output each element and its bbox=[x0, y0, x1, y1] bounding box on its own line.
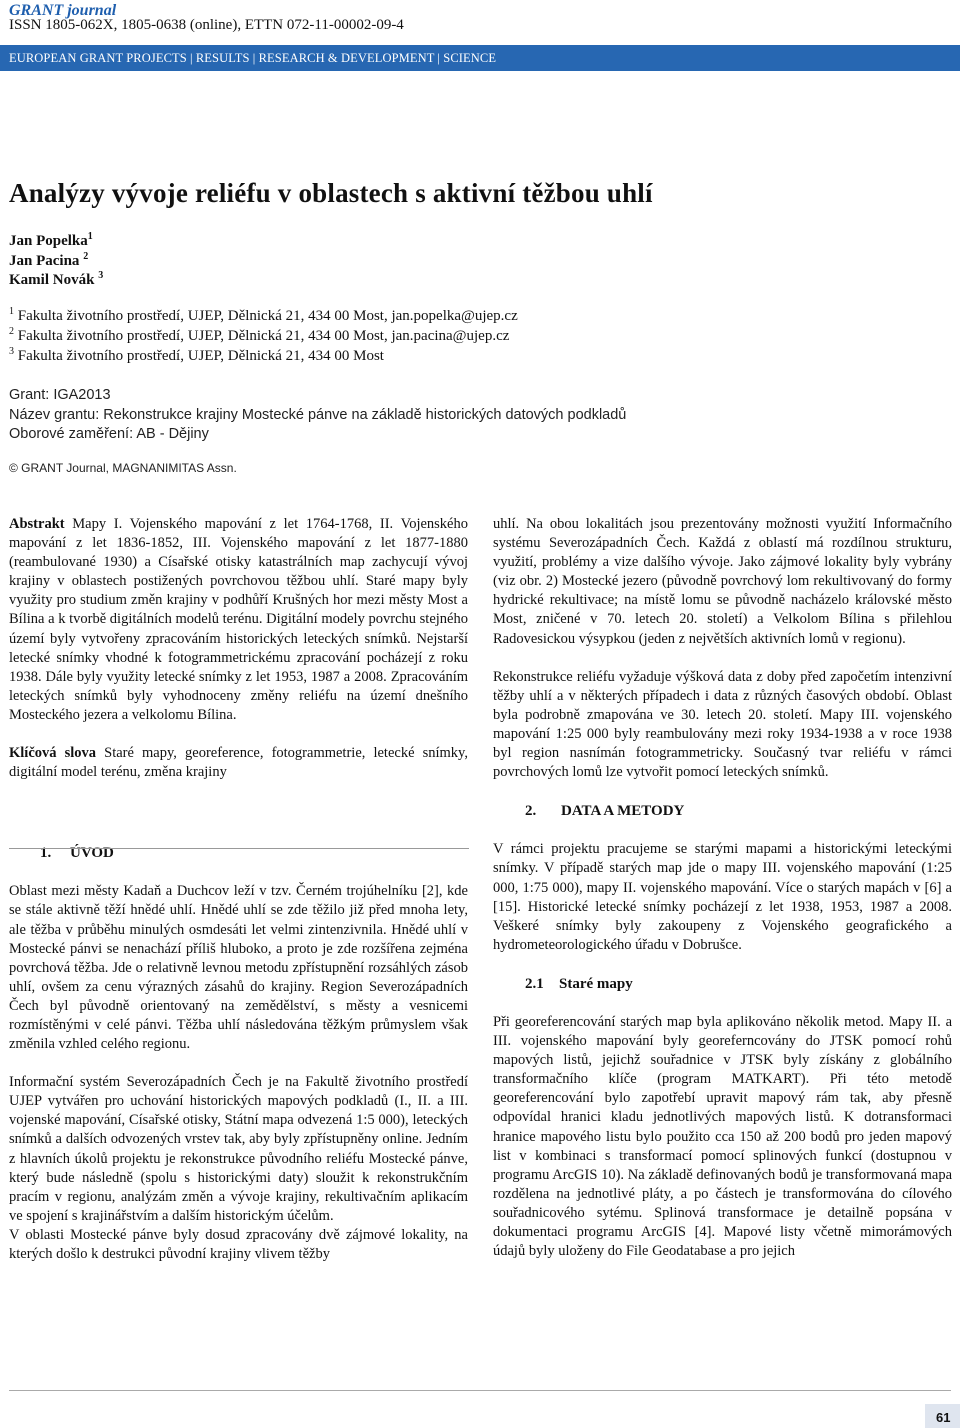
affiliation: $^1$ Fakulta životního prostředí, UJEP, Dělnická 21, 434 00 Most, jan.popelka@ujep.cz bbox=[9, 306, 518, 324]
author-list bbox=[9, 232, 103, 291]
left-column bbox=[9, 515, 468, 1264]
page-number: 61 bbox=[936, 1410, 951, 1425]
grant-id: Grant: IGA2013 bbox=[9, 387, 111, 403]
paragraph: uhlí. Na obou lokalitách jsou prezentovány možnosti využití Informačního systému Severozápadních Čech. Každá z oblastí má rozdílnou strukturu, využití, problémy a vize dalšího vývoje. Jako zájmové lokality byly vybrány (viz obr. 2) Mostecké jezero (původně povrchový lom rekultivovaný do formy hydrické rekultivace; na místě lomu se původně nacházelo královské město Most, zničené v 70. letech 20. století) a Velkolom Bílina s přilehlou Radovesickou výsypkou (jeden z největších aktivních lomů v regionu). bbox=[493, 516, 952, 647]
section-heading-uvod: 1. ÚVOD bbox=[40, 845, 114, 862]
paper-title: Analýzy vývoje reliéfu v oblastech s aktivní těžbou uhlí bbox=[9, 178, 653, 208]
grant-field: Oborové zaměření: AB - Dějiny bbox=[9, 426, 209, 442]
right-column bbox=[493, 515, 952, 1261]
author: Jan Pacina $^2$ bbox=[9, 250, 89, 269]
journal-banner: EUROPEAN GRANT PROJECTS | RESULTS | RESEARCH & DEVELOPMENT | SCIENCE bbox=[0, 45, 960, 71]
subsection-heading-stare-mapy: 2.1 Staré mapy bbox=[525, 975, 633, 992]
grant-name: Název grantu: Rekonstrukce krajiny Mostecké pánve na základě historických datových podkladů bbox=[9, 406, 627, 423]
abstract-label: Abstrakt bbox=[9, 516, 65, 532]
paragraph: Rekonstrukce reliéfu vyžaduje výšková data z doby před započetím intenzivní těžby uhlí a v některých případech i data z různých časových období. Oblast byla podrobně zmapována ve 30. letech 20. století. Mapy III. vojenského mapování 1:25 000 byly reambulovány mezi roky 1934-1938 a v roce 1938 byl region nasnímán fotogrammetricky. Současný tvar reliéfu v rámci povrchových lomů lze vytvořit pomocí leteckých snímků. bbox=[493, 668, 952, 781]
copyright-notice: © GRANT Journal, MAGNANIMITAS Assn. bbox=[9, 461, 237, 475]
affiliation: $^3$ Fakulta životního prostředí, UJEP, Dělnická 21, 434 00 Most bbox=[9, 346, 384, 364]
keywords: Klíčová slova Staré mapy, georeference, fotogrammetrie, letecké snímky, digitální model terénu, změna krajiny bbox=[9, 745, 468, 781]
paragraph: Informační systém Severozápadních Čech je na Fakultě životního prostředí UJEP vytvářen pro uchování historických mapových podkladů (I., II. a III. vojenské mapování, Císařské otisky, Státní mapa odvezená 1:5 000), leteckých snímků a dalších odvozených vrstev tak, aby byly zpřístupněny online. Jedním z hlavních úkolů projektu je rekonstrukce původního reliéfu Mostecké pánve, který bude následně (spolu s historickými daty) sloužit k rekonstrukčním pracím v regionu, analýzám změn a vývoje krajiny, rekultivačním aplikacím ve spojení s krajinářstvím a dalším historickým účelům. bbox=[9, 1074, 468, 1224]
column-divider bbox=[9, 848, 469, 849]
paragraph: Při georeferencování starých map byla aplikováno několik metod. Mapy II. a III. vojenského mapování byly georeferncovány do JTSK pomocí rohů mapových listů, jejichž souřadnice v JTSK byly získány z globálního transformačního klíče (program MATKART). Při této metodě georeferencování bylo zapotřebí upravit mapový rám tak, aby přesně odpovídal hranici kladu jednotlivých mapových listů. K dotransformaci hranice mapového listu bylo použito cca 150 až 200 bodů pro jeden mapový list v kombinaci s transformací pomocí splinových funkcí (dostupnou v programu ArcGIS 10). Na základě definovaných bodů je transformovaná mapa rozdělena na jednotlivé pláty, a po částech je transformována do cílového souřadnicového sytému. Splinová transformace je detailně popsána v dokumentaci programu ArcGIS [4]. Mapové listy včetně mimorámových údajů byly uloženy do File Geodatabase a pro jejich bbox=[493, 1013, 952, 1260]
abstract: Abstrakt Mapy I. Vojenského mapování z let 1764-1768, II. Vojenského mapování z let 1836-1852, III. Vojenského mapování z let 1877-1880 (reambulované 1930) a Císařské otisky katastrálních map zachycují vývoj krajiny v oblastech postižených povrchovou těžbou uhlí. Staré mapy byly využity pro studium změn krajiny v podhůří Krušných hor mezi městy Most a Bílina a k tvorbě digitálních modelů terénu. Digitální modely povrchu stejného území byly vytvořeny zpracováním historických leteckých snímků. Nejstarší letecké snímky vhodné k fotogrammetrickému zpracování pocházejí z roku 1938. Dále byly využity letecké snímky z let 1953, 1987 a 2008. Zpracováním leteckých snímků byly vyhodnoceny změny reliéfu na území dnešního Mosteckého jezera a velkolomu Bílina. bbox=[9, 516, 468, 723]
journal-name: GRANT journal bbox=[9, 2, 117, 19]
author: Jan Popelka$^1$ bbox=[9, 231, 93, 249]
author: Kamil Novák $^3$ bbox=[9, 270, 104, 288]
paragraph: V rámci projektu pracujeme se starými mapami a historickými leteckými snímky. V případě starých map jde o mapy III. vojenského mapování (1:25 000, 1:75 000), mapy II. vojenského mapování. Více o starých mapách v [6] a [15]. Historické letecké snímky pocházejí z let 1938, 1953, 1987 a 2008. Veškeré snímky byly zakoupeny z Vojenského geografického a hydrometeorologického úřadu v Dobrušce. bbox=[493, 841, 952, 953]
affiliation-list bbox=[9, 306, 518, 366]
section-heading-data: 2. DATA A METODY bbox=[525, 803, 685, 820]
grant-info bbox=[9, 386, 626, 445]
paragraph: V oblasti Mostecké pánve byly dosud zpracovány dvě zájmové lokality, na kterých došlo k destrukci původní krajiny vlivem těžby bbox=[9, 1226, 468, 1262]
affiliation: $^2$ Fakulta životního prostředí, UJEP, Dělnická 21, 434 00 Most, jan.pacina@ujep.cz bbox=[9, 326, 510, 344]
footer-rule bbox=[9, 1390, 951, 1391]
paragraph: Oblast mezi městy Kadaň a Duchcov leží v tzv. Černém trojúhelníku [2], kde se stále aktivně těží hnědé uhlí. Hnědé uhlí se zde těžilo již před mnoha lety, ale těžba v průběhu minulých osmdesáti let velmi zintenzivnila. Hnědé uhlí v Mostecké pánvi se nenachází příliš hluboko, a proto je zde rozšířena zejména povrchová těžba. Jde o relativně levnou metodu zpřístupnění rozsáhlých zásob uhlí, ovšem za cenu výrazných zásahů do krajiny. Region Severozápadních Čech byl původně orientovaný na zemědělství, s městy a vesnicemi rozmístěnými v celé pánvi. Těžba uhlí následována těžkým průmyslem však změnila vzhled celého regionu. bbox=[9, 883, 468, 1053]
keywords-label: Klíčová slova bbox=[9, 745, 97, 762]
issn-line: ISSN 1805-062X, 1805-0638 (online), ETTN 072-11-00002-09-4 bbox=[9, 17, 404, 33]
